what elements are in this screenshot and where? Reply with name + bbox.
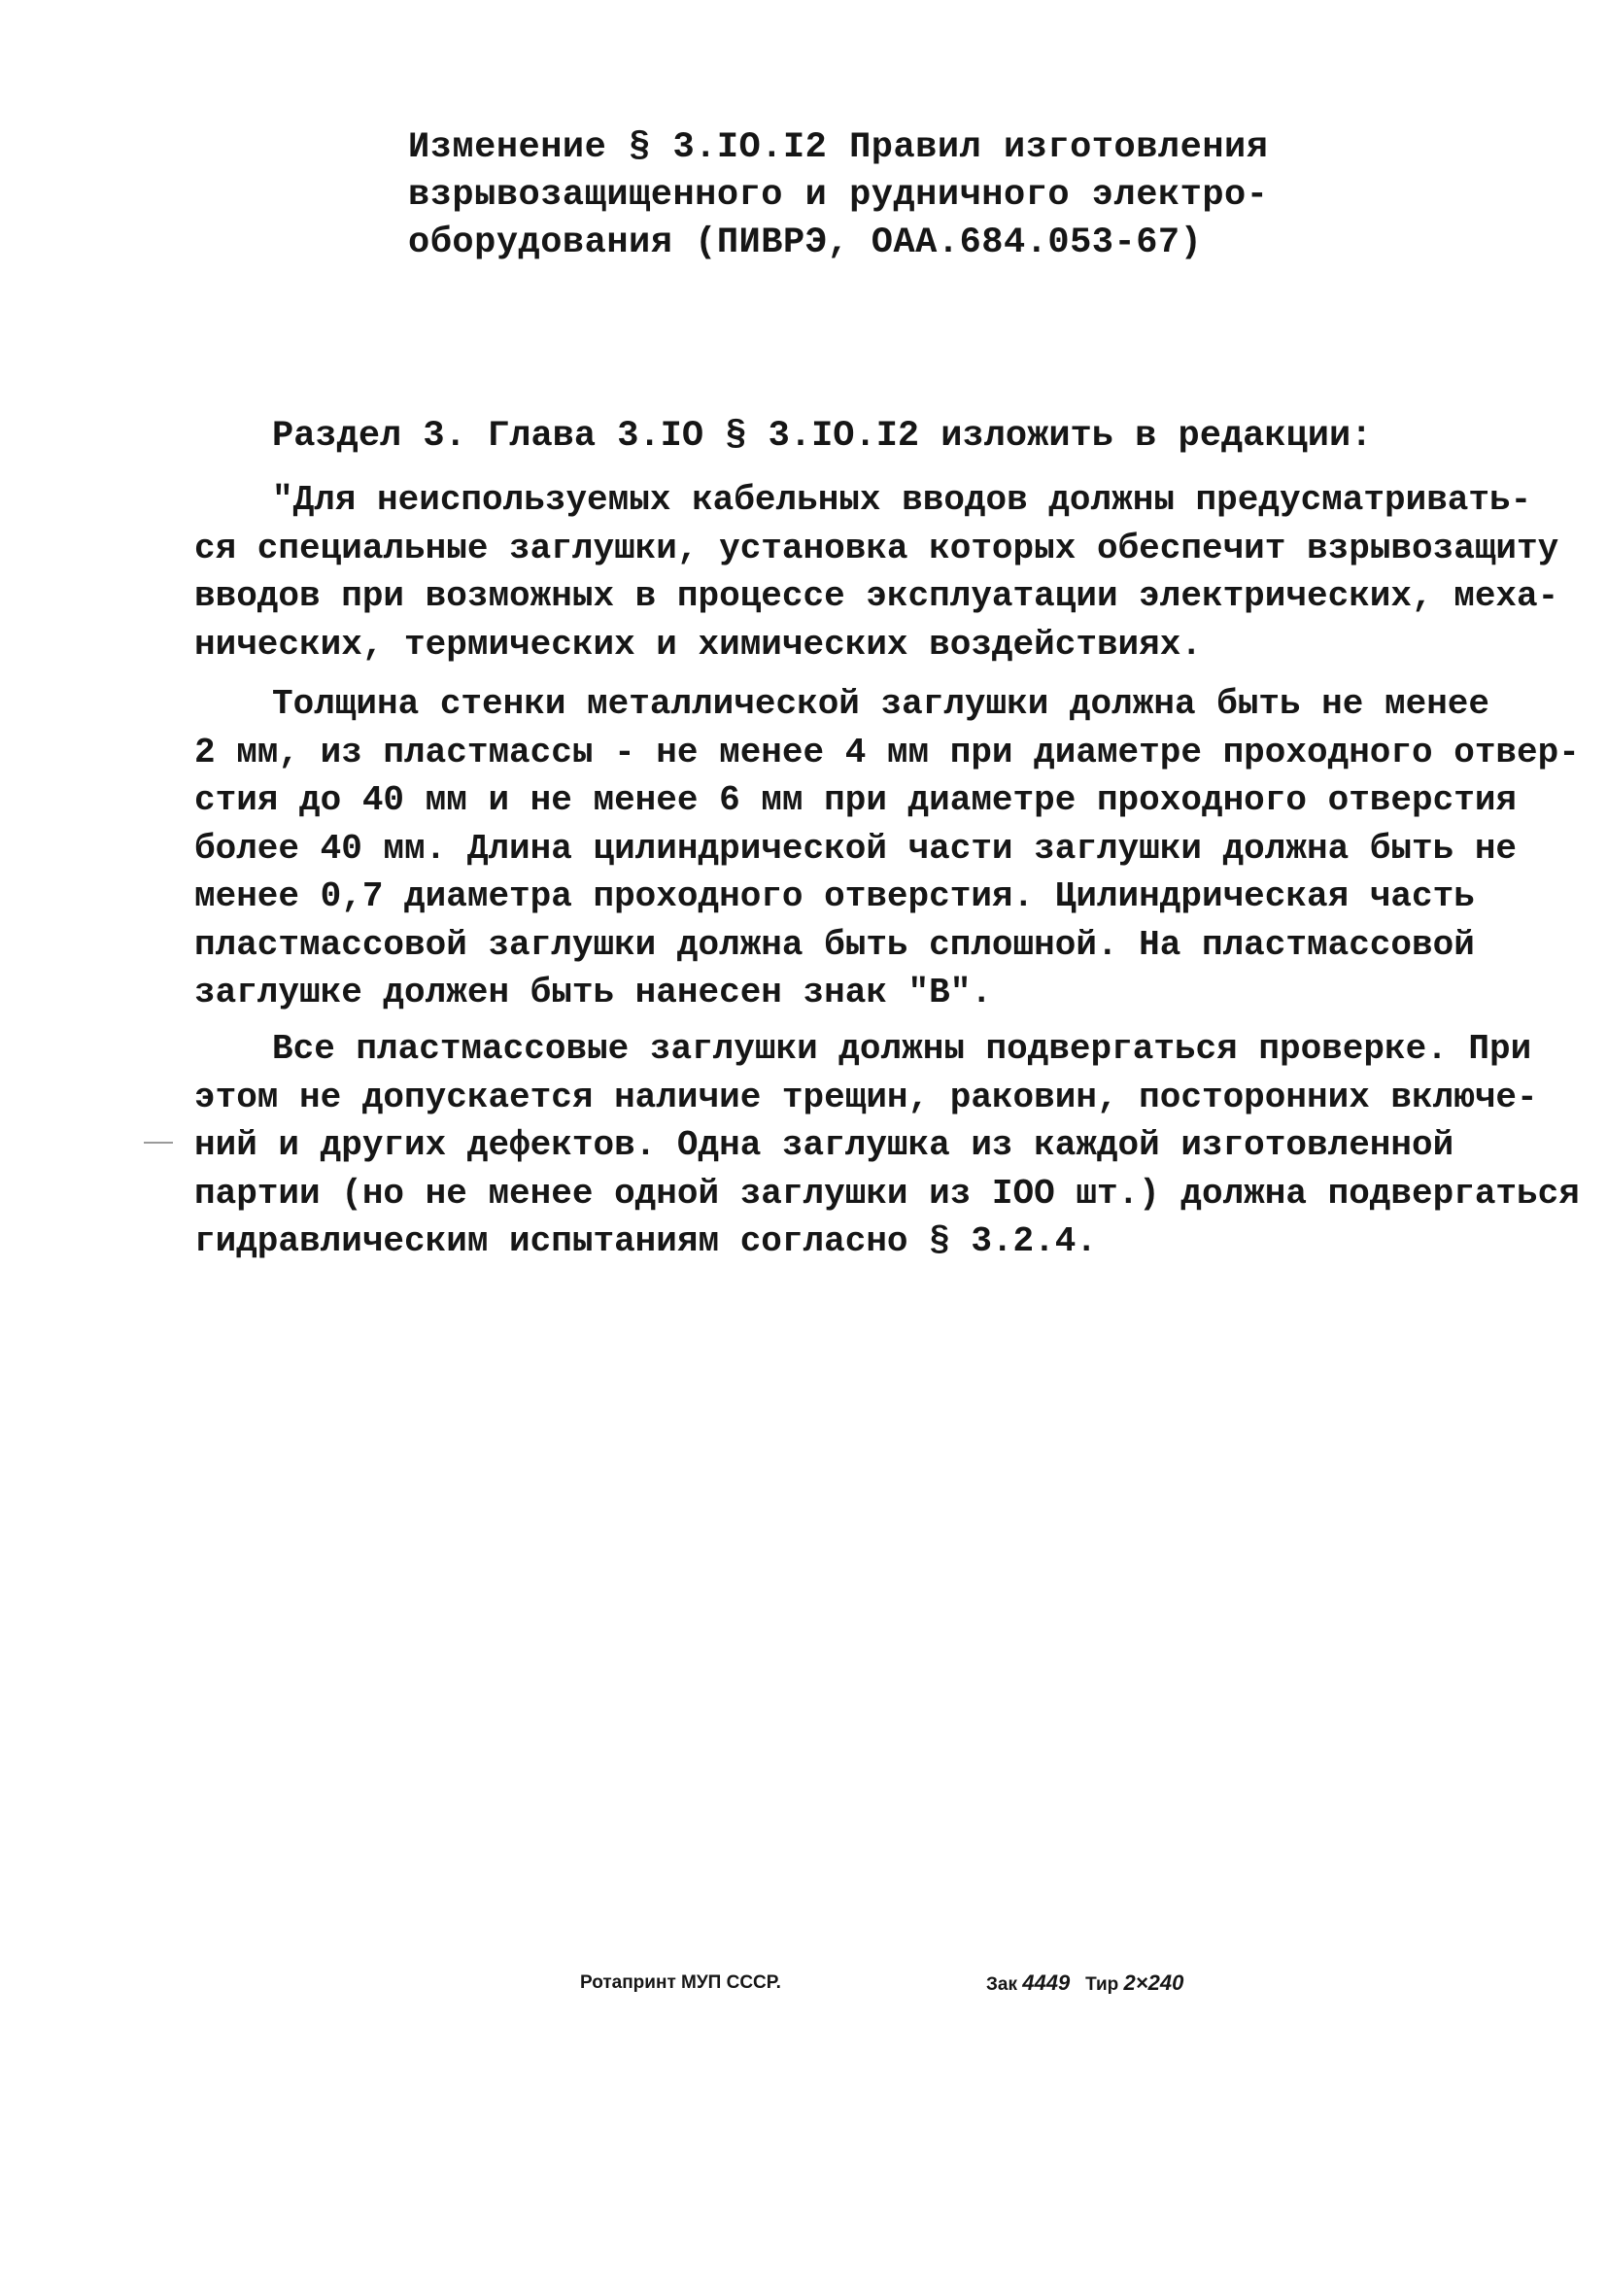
document-title	[408, 124, 1282, 267]
paragraph-line: заглушке должен быть нанесен знак "В".	[194, 973, 992, 1012]
paragraph-3	[194, 1025, 1580, 1266]
section-heading: Раздел 3. Глава 3.IO § 3.IO.I2 изложить в редакции:	[272, 416, 1373, 457]
title-line: взрывозащищенного и рудничного электро-	[408, 175, 1269, 216]
title-line: Изменение § 3.IO.I2 Правил изготовления	[408, 127, 1269, 168]
paragraph-line: ся специальные заглушки, установка которых обеспечит взрывозащиту	[194, 528, 1559, 568]
printer-imprint: Ротапринт МУП СССР.	[580, 1972, 781, 1993]
paragraph-line: гидравлическим испытаниям согласно § 3.2.4.	[194, 1221, 1097, 1261]
paragraph-line: этом не допускается наличие трещин, раковин, посторонних включе-	[194, 1077, 1538, 1117]
paragraph-line: ний и других дефектов. Одна заглушка из каждой изготовленной	[194, 1125, 1454, 1165]
paragraph-line: более 40 мм. Длина цилиндрической части заглушки должна быть не	[194, 828, 1518, 869]
paragraph-line: пластмассовой заглушки должна быть сплошной. На пластмассовой	[194, 924, 1475, 965]
paragraph-line: менее 0,7 диаметра проходного отверстия. Цилиндрическая часть	[194, 876, 1475, 916]
paragraph-line: партии (но не менее одной заглушки из IOO шт.) должна подвергаться	[194, 1173, 1580, 1214]
print-run-value: 2×240	[1123, 1970, 1184, 1995]
paragraph-line: вводов при возможных в процессе эксплуатации электрических, меха-	[194, 576, 1559, 616]
print-order-info	[986, 1970, 1183, 1996]
margin-mark	[144, 1142, 173, 1144]
paragraph-line: Все пластмассовые заглушки должны подвергаться проверке. При	[272, 1029, 1532, 1069]
paragraph-line: стия до 40 мм и не менее 6 мм при диаметре проходного отверстия	[194, 780, 1518, 820]
title-line: оборудования (ПИВРЭ, ОАА.684.053-67)	[408, 223, 1203, 263]
paragraph-1	[194, 476, 1559, 668]
order-label: Зак	[986, 1974, 1017, 1995]
paragraph-line: Толщина стенки металлической заглушки должна быть не менее	[272, 684, 1490, 724]
print-run-label: Тир	[1085, 1974, 1119, 1995]
paragraph-2	[194, 680, 1580, 1017]
paragraph-line: 2 мм, из пластмассы - не менее 4 мм при диаметре проходного отвер-	[194, 732, 1580, 772]
paragraph-line: нических, термических и химических воздействиях.	[194, 624, 1202, 665]
order-number: 4449	[1022, 1970, 1071, 1995]
paragraph-line: "Для неиспользуемых кабельных вводов должны предусматривать-	[272, 480, 1532, 520]
